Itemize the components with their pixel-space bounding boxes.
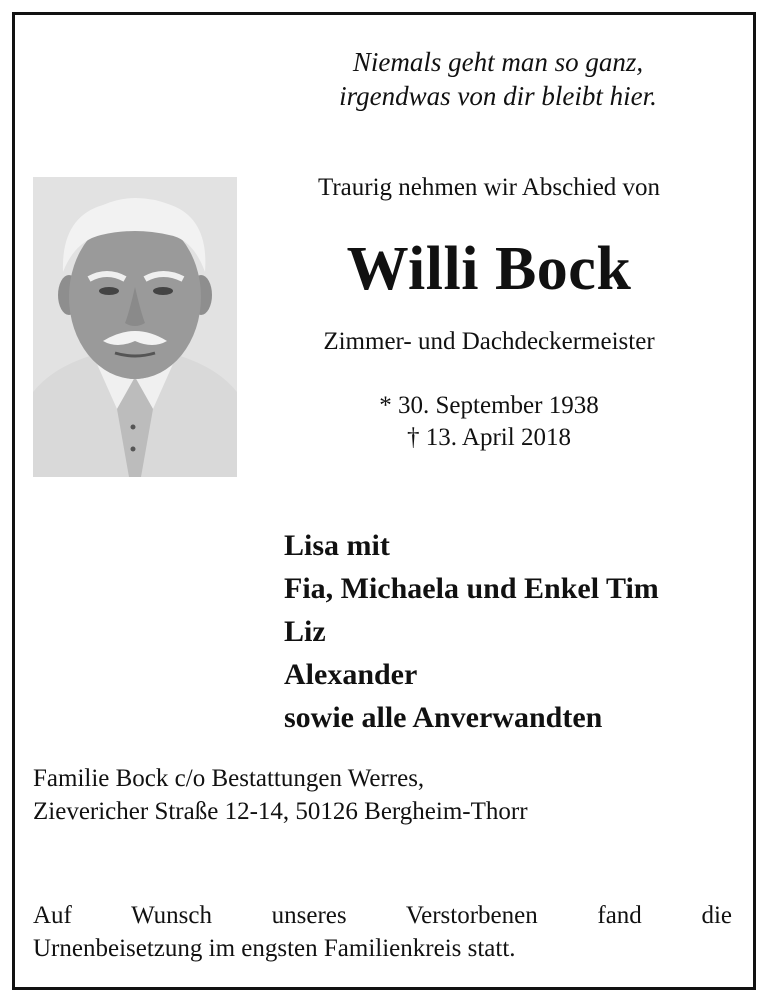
mourner-line: Liz [284, 615, 326, 648]
mourner-line: Fia, Michaela und Enkel Tim [284, 572, 659, 605]
deceased-name: Willi Bock [346, 235, 632, 303]
notice-line-1: Auf Wunsch unseres Verstorbenen fand die [33, 902, 732, 929]
life-dates [254, 390, 724, 454]
notice-line-2: Urnenbeisetzung im engsten Familienkreis statt. [33, 935, 516, 962]
portrait-image [33, 177, 237, 477]
mourner-line: Lisa mit [284, 529, 390, 562]
farewell-intro: Traurig nehmen wir Abschied von [317, 174, 661, 201]
motto-line-1: Niemals geht man so ganz, [352, 47, 644, 77]
contact-line-1: Familie Bock c/o Bestattungen Werres, [33, 765, 425, 792]
mourner-line: sowie alle Anverwandten [284, 701, 603, 734]
portrait-photo [33, 177, 237, 477]
mourner-line: Alexander [284, 658, 418, 691]
birth-date: * 30. September 1938 [379, 392, 599, 419]
contact-line-2: Zievericher Straße 12-14, 50126 Bergheim-Thorr [33, 798, 528, 825]
death-date: † 13. April 2018 [407, 424, 571, 451]
burial-notice [33, 899, 732, 965]
contact-address [33, 762, 733, 828]
motto-line-2: irgendwas von dir bleibt hier. [339, 81, 657, 111]
obituary-border [12, 12, 756, 990]
profession: Zimmer- und Dachdeckermeister [323, 328, 655, 355]
motto-quote [260, 45, 736, 113]
mourners-list [284, 524, 744, 739]
